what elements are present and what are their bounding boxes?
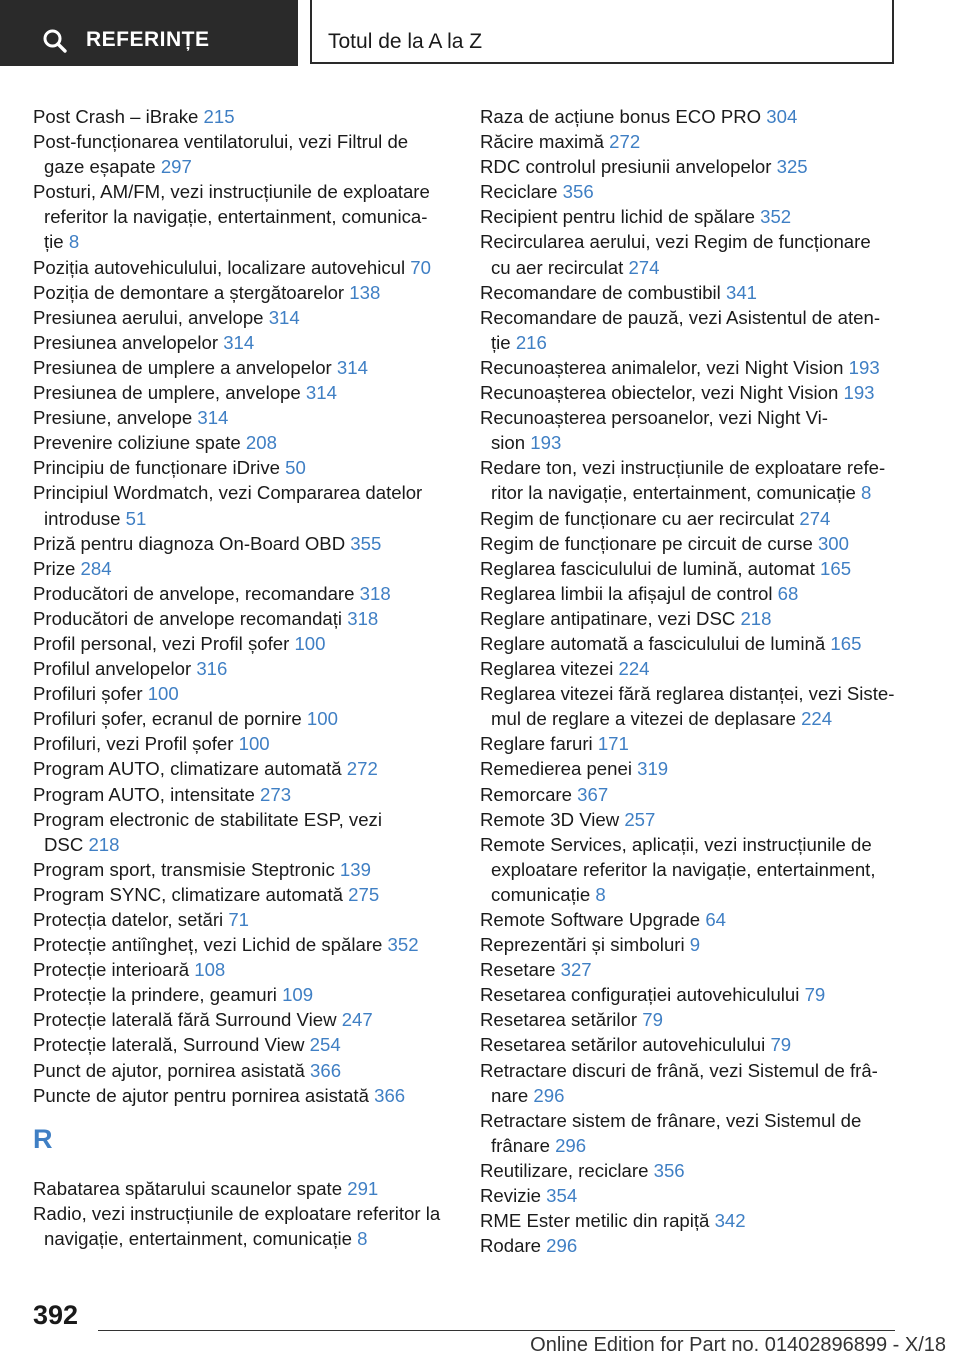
page-reference-link[interactable]: 314 (197, 407, 229, 429)
index-entry-text: Posturi, AM/FM, vezi instrucțiunile de exploatare (33, 181, 430, 203)
index-entry-text: frânare (491, 1134, 556, 1156)
page-reference-link[interactable]: 273 (260, 783, 292, 805)
index-entry[interactable] (33, 631, 453, 656)
index-entry-text: Reglarea vitezei (480, 658, 619, 680)
page-reference-link[interactable]: 108 (194, 959, 226, 981)
page-reference-link[interactable]: 9 (689, 934, 701, 956)
index-entry-text: Poziția de demontare a ștergătoarelor (33, 281, 350, 303)
page-reference-link[interactable]: 254 (309, 1034, 341, 1056)
index-entry[interactable] (33, 581, 453, 606)
index-entry-text: Reciclare (480, 181, 563, 203)
index-entry-text: Remote 3D View (480, 808, 625, 830)
index-entry-text: Recomandare de combustibil (480, 281, 726, 303)
index-entry-text: Program AUTO, intensitate (33, 783, 261, 805)
page-reference-link[interactable]: 171 (597, 733, 629, 755)
page-reference-link[interactable]: 296 (555, 1134, 587, 1156)
page-reference-link[interactable]: 218 (740, 607, 772, 629)
index-entry-text: ție (491, 331, 516, 353)
index-entry[interactable] (480, 756, 900, 781)
search-icon (42, 28, 68, 54)
page-reference-link[interactable]: 314 (223, 331, 255, 353)
page-reference-link[interactable]: 100 (294, 632, 326, 654)
page-reference-link[interactable]: 224 (618, 658, 650, 680)
page-reference-link[interactable]: 318 (347, 607, 379, 629)
index-entry-text: Reutilizare, reciclare (480, 1159, 654, 1181)
index-entry[interactable] (480, 1007, 900, 1032)
index-entry[interactable] (33, 1083, 453, 1108)
index-entry[interactable] (480, 531, 900, 556)
index-entry-text: ție (44, 231, 69, 253)
page-reference-link[interactable]: 193 (530, 432, 562, 454)
page-reference-link[interactable]: 100 (306, 708, 338, 730)
index-entry-text: Presiunea de umplere, anvelope (33, 382, 306, 404)
index-entry[interactable] (480, 631, 900, 656)
tab-index-label: Totul de la A la Z (328, 30, 483, 53)
page-reference-link[interactable]: 355 (350, 532, 382, 554)
index-entry[interactable] (480, 380, 900, 405)
tab-index-a-z[interactable] (310, 0, 894, 64)
index-entry[interactable] (480, 581, 900, 606)
index-entry[interactable] (480, 782, 900, 807)
index-entry[interactable] (33, 179, 453, 254)
index-entry-text: Radio, vezi instrucțiunile de exploatare referitor la (33, 1202, 441, 1224)
page-reference-link[interactable]: 224 (801, 708, 833, 730)
index-entry-text: Puncte de ajutor pentru pornirea asistată (33, 1084, 375, 1106)
index-entry[interactable] (33, 706, 453, 731)
index-entry-text: Reglarea limbii la afișajul de control (480, 582, 778, 604)
index-entry[interactable] (480, 907, 900, 932)
index-column-right (480, 104, 900, 1258)
page-reference-link[interactable]: 79 (642, 1009, 663, 1031)
page-reference-link[interactable]: 314 (268, 306, 300, 328)
index-entry-text: Program electronic de stabilitate ESP, vezi (33, 808, 382, 830)
page-reference-link[interactable]: 68 (777, 582, 799, 604)
page-reference-link[interactable]: 327 (560, 959, 592, 981)
index-entry[interactable] (33, 480, 453, 530)
index-entry-text: Producători de anvelope recomandați (33, 607, 348, 629)
index-entry[interactable] (33, 255, 453, 280)
page-reference-link[interactable]: 352 (760, 206, 792, 228)
index-entry-text: RDC controlul presiunii anvelopelor (480, 156, 777, 178)
index-entry[interactable] (33, 1201, 453, 1251)
index-entry-text: Protecția datelor, setări (33, 909, 229, 930)
index-entry[interactable] (480, 154, 900, 179)
page-reference-link[interactable]: 325 (776, 156, 808, 178)
index-entry-text: Recunoașterea animalelor, vezi Night Vision (480, 356, 849, 378)
index-entry[interactable] (33, 405, 453, 430)
index-entry-text: referitor la navigație, entertainment, comunica- (44, 206, 428, 228)
index-entry[interactable] (480, 179, 900, 204)
index-entry-text: Protecție laterală, Surround View (33, 1034, 310, 1056)
index-group-p (33, 104, 453, 1108)
index-entry[interactable] (480, 932, 900, 957)
index-entry-text: Program AUTO, climatizare automată (33, 758, 347, 780)
page-reference-link[interactable]: 208 (245, 432, 277, 454)
index-entry-text: mul de reglare a vitezei de deplasare (491, 708, 802, 730)
index-entry-text: Prize (33, 557, 81, 579)
index-entry[interactable] (480, 1183, 900, 1208)
page-reference-link[interactable]: 366 (374, 1084, 406, 1106)
index-entry[interactable] (480, 506, 900, 531)
index-entry[interactable] (33, 807, 453, 857)
index-entry-text: Recipient pentru lichid de spălare (480, 206, 761, 228)
index-entry[interactable] (33, 1058, 453, 1083)
index-entry-text: Rabatarea spătarului scaunelor spate (33, 1177, 348, 1199)
index-entry-text: Remote Services, aplicații, vezi instrucțiunile de (480, 833, 872, 855)
index-entry-text: Retractare sistem de frânare, vezi Sistemul de (480, 1109, 862, 1131)
index-entry-text: Profiluri șofer, ecranul de pornire (33, 708, 307, 730)
page-reference-link[interactable]: 284 (80, 557, 112, 579)
index-entry[interactable] (480, 1108, 900, 1158)
index-entry[interactable] (480, 229, 900, 279)
index-entry[interactable] (33, 957, 453, 982)
index-entry[interactable] (480, 982, 900, 1007)
index-entry-text: Reglare antipatinare, vezi DSC (480, 607, 741, 629)
index-entry-text: Revizie (480, 1185, 547, 1207)
index-entry[interactable] (33, 857, 453, 882)
page-reference-link[interactable]: 296 (546, 1235, 578, 1257)
index-entry-text: Profiluri șofer (33, 683, 148, 705)
index-entry-text: exploatare referitor la navigație, entertainment, (491, 858, 876, 880)
page-reference-link[interactable]: 216 (515, 331, 547, 353)
index-entry-text: Prevenire coliziune spate (33, 432, 246, 454)
page-reference-link[interactable]: 247 (341, 1009, 373, 1031)
section-letter: R (33, 1123, 53, 1154)
page-reference-link[interactable]: 257 (624, 808, 656, 830)
index-entry[interactable] (480, 681, 900, 731)
index-entry-text: Protecție la prindere, geamuri (33, 984, 283, 1006)
tab-references-label: REFERINȚE (86, 28, 210, 51)
page-reference-link[interactable]: 275 (348, 883, 380, 905)
index-entry-text: Resetarea setărilor autovehiculului (480, 1034, 771, 1056)
page-reference-link[interactable]: 341 (725, 281, 758, 303)
index-entry-text: gaze eșapate (44, 156, 161, 178)
page-header (0, 0, 960, 66)
footer-edition: Online Edition for Part no. 01402896899 - X/18 (530, 1334, 946, 1356)
index-entry[interactable] (480, 204, 900, 229)
index-entry-text: cu aer recirculat (491, 256, 629, 278)
index-entry[interactable] (480, 305, 900, 355)
index-entry-text: Post-funcționarea ventilatorului, vezi Filtrul de (33, 131, 409, 153)
index-entry-text: navigație, entertainment, comunicație (44, 1227, 358, 1249)
index-entry-text: comunicație (491, 883, 596, 905)
page-reference-link[interactable]: 215 (203, 106, 235, 127)
page-reference-link[interactable]: 50 (285, 457, 306, 479)
page-reference-link[interactable]: 316 (196, 658, 228, 680)
page-reference-link[interactable]: 314 (305, 382, 337, 404)
index-entry[interactable] (480, 656, 900, 681)
index-entry-text: Recunoașterea obiectelor, vezi Night Vision (480, 382, 844, 404)
index-entry-text: Remote Software Upgrade (480, 909, 706, 930)
tab-references[interactable] (0, 0, 298, 66)
page-reference-link[interactable]: 272 (346, 758, 378, 780)
page-reference-link[interactable]: 342 (714, 1210, 746, 1232)
index-entry-text: Rodare (480, 1235, 547, 1257)
index-entry[interactable] (480, 129, 900, 154)
index-entry[interactable] (33, 129, 453, 179)
index-entry-text: Punct de ajutor, pornirea asistată (33, 1059, 311, 1081)
page-reference-link[interactable]: 297 (160, 156, 192, 178)
page-number: 392 (33, 1300, 79, 1330)
page-reference-link[interactable]: 109 (282, 984, 314, 1006)
page-reference-link[interactable]: 366 (310, 1059, 342, 1081)
index-entry-text: Reglarea vitezei fără reglarea distanței, vezi Siste- (480, 683, 895, 705)
index-entry-text: Resetare (480, 959, 561, 981)
index-entry-text: Răcire maximă (480, 131, 610, 153)
index-entry[interactable] (33, 681, 453, 706)
index-entry-text: Reglarea fasciculului de lumină, automat (480, 557, 821, 579)
page-reference-link[interactable]: 100 (147, 683, 179, 705)
index-entry[interactable] (480, 1158, 900, 1183)
page-reference-link[interactable]: 193 (848, 356, 880, 378)
page-reference-link[interactable]: 356 (562, 181, 594, 203)
index-entry-text: Retractare discuri de frână, vezi Sistemul de frâ- (480, 1059, 878, 1081)
index-entry-text: Profiluri, vezi Profil șofer (33, 733, 239, 755)
index-entry-text: introduse (44, 507, 126, 529)
index-entry[interactable] (33, 455, 453, 480)
index-entry[interactable] (33, 606, 453, 631)
index-entry[interactable] (480, 1208, 900, 1233)
index-entry-text: Protecție laterală fără Surround View (33, 1009, 342, 1031)
index-entry-text: Recunoașterea persoanelor, vezi Night Vi- (480, 407, 828, 429)
index-entry-text: Presiunea de umplere a anvelopelor (33, 356, 337, 378)
index-entry[interactable] (480, 280, 900, 305)
index-entry[interactable] (33, 104, 453, 129)
index-entry[interactable] (33, 756, 453, 781)
page-reference-link[interactable]: 274 (628, 256, 660, 278)
index-entry-text: DSC (44, 833, 89, 855)
page-reference-link[interactable]: 218 (88, 833, 120, 855)
index-entry-text: Raza de acțiune bonus ECO PRO (480, 106, 767, 127)
index-entry-text: Recomandare de pauză, vezi Asistentul de aten- (480, 306, 881, 328)
index-entry-text: Reprezentări și simboluri (480, 934, 690, 956)
index-entry-text: ritor la navigație, entertainment, comunicație (491, 482, 861, 504)
page-reference-link[interactable]: 8 (68, 231, 80, 253)
index-entry-text: Producători de anvelope, recomandare (33, 582, 360, 604)
index-entry[interactable] (480, 807, 900, 832)
index-entry[interactable] (33, 330, 453, 355)
index-entry-text: Recircularea aerului, vezi Regim de funcționare (480, 231, 871, 253)
index-entry[interactable] (480, 957, 900, 982)
index-entry-text: Remorcare (480, 783, 578, 805)
index-entry-text: Profil personal, vezi Profil șofer (33, 632, 295, 654)
index-entry[interactable] (33, 305, 453, 330)
page-reference-link[interactable]: 300 (817, 532, 849, 554)
index-entry-text: Principiul Wordmatch, vezi Compararea datelor (33, 482, 423, 504)
page-reference-link[interactable]: 71 (228, 909, 250, 930)
page-reference-link[interactable]: 70 (410, 256, 431, 278)
page-reference-link[interactable]: 367 (577, 783, 609, 805)
index-entry[interactable] (480, 731, 900, 756)
index-column-left (33, 104, 453, 1251)
page-reference-link[interactable]: 8 (595, 883, 606, 905)
index-entry-text: Remedierea penei (480, 758, 638, 780)
index-entry[interactable] (480, 606, 900, 631)
index-entry-text: Regim de funcționare pe circuit de curse (480, 532, 818, 554)
index-entry[interactable] (33, 1007, 453, 1032)
index-entry[interactable] (33, 380, 453, 405)
index-entry[interactable] (33, 656, 453, 681)
page-reference-link[interactable]: 79 (770, 1034, 792, 1056)
page-reference-link[interactable]: 296 (533, 1084, 565, 1106)
page-reference-link[interactable]: 352 (387, 934, 419, 956)
index-entry[interactable] (33, 731, 453, 756)
index-entry-text: Principiu de funcționare iDrive (33, 457, 286, 479)
index-entry[interactable] (33, 1032, 453, 1057)
index-entry[interactable] (480, 1032, 900, 1057)
index-entry[interactable] (480, 832, 900, 907)
index-entry[interactable] (33, 556, 453, 581)
index-entry-text: Redare ton, vezi instrucțiunile de exploatare refe- (480, 457, 886, 479)
page-reference-link[interactable]: 272 (609, 131, 641, 153)
index-entry[interactable] (33, 782, 453, 807)
index-entry-text: Presiune, anvelope (33, 407, 198, 429)
page-reference-link[interactable]: 138 (349, 281, 381, 303)
index-entry-text: Program sport, transmisie Steptronic (33, 858, 340, 880)
page-reference-link[interactable]: 64 (705, 909, 726, 930)
page-reference-link[interactable]: 139 (339, 858, 371, 880)
page-reference-link[interactable]: 356 (653, 1159, 685, 1181)
index-entry-text: nare (491, 1084, 534, 1106)
index-entry-text: Resetarea configurației autovehiculului (480, 984, 805, 1006)
index-entry-text: Reglare faruri (480, 733, 598, 755)
index-entry-text: Poziția autovehiculului, localizare autovehicul (33, 256, 411, 278)
index-entry-text: Presiunea anvelopelor (33, 331, 224, 353)
index-entry[interactable] (480, 355, 900, 380)
index-entry[interactable] (33, 982, 453, 1007)
index-entry-text: RME Ester metilic din rapiță (480, 1210, 715, 1232)
page-reference-link[interactable]: 319 (637, 758, 669, 780)
page-reference-link[interactable]: 304 (766, 106, 798, 127)
index-group-r-left (33, 1176, 453, 1251)
index-entry-text: Protecție antiîngheț, vezi Lichid de spălare (33, 934, 388, 956)
index-entry-text: Reglare automată a fasciculului de lumină (480, 632, 831, 654)
index-entry-text: sion (491, 432, 531, 454)
page-reference-link[interactable]: 165 (820, 557, 852, 579)
index-entry[interactable] (480, 104, 900, 129)
page-reference-link[interactable]: 100 (238, 733, 270, 755)
index-entry-text: Priză pentru diagnoza On-Board OBD (33, 532, 351, 554)
index-entry[interactable] (33, 531, 453, 556)
page-reference-link[interactable]: 165 (830, 632, 862, 654)
page-reference-link[interactable]: 51 (125, 507, 147, 529)
page-reference-link[interactable]: 318 (359, 582, 391, 604)
index-entry[interactable] (33, 1176, 453, 1201)
page-reference-link[interactable]: 291 (347, 1177, 379, 1199)
index-entry-text: Presiunea aerului, anvelope (33, 306, 269, 328)
index-entry[interactable] (33, 355, 453, 380)
index-entry-text: Resetarea setărilor (480, 1009, 643, 1031)
index-entry[interactable] (480, 1233, 900, 1258)
page-reference-link[interactable]: 274 (799, 507, 831, 529)
index-entry[interactable] (33, 907, 453, 932)
index-entry[interactable] (33, 280, 453, 305)
index-entry-text: Post Crash – iBrake (33, 106, 204, 127)
index-entry[interactable] (480, 1058, 900, 1108)
index-entry[interactable] (33, 882, 453, 907)
page-reference-link[interactable]: 314 (336, 356, 368, 378)
index-entry[interactable] (33, 430, 453, 455)
index-entry-text: Regim de funcționare cu aer recirculat (480, 507, 800, 529)
index-entry-text: Protecție interioară (33, 959, 195, 981)
index-entry[interactable] (480, 556, 900, 581)
page-reference-link[interactable]: 193 (843, 382, 875, 404)
page-reference-link[interactable]: 8 (357, 1227, 368, 1249)
index-entry-text: Profilul anvelopelor (33, 658, 197, 680)
index-entry[interactable] (480, 405, 900, 455)
page-reference-link[interactable]: 354 (546, 1185, 578, 1207)
index-entry[interactable] (480, 455, 900, 505)
page-reference-link[interactable]: 79 (804, 984, 826, 1006)
page-reference-link[interactable]: 8 (861, 482, 872, 504)
footer-divider (98, 1330, 895, 1331)
index-entry[interactable] (33, 932, 453, 957)
index-entry-text: Program SYNC, climatizare automată (33, 883, 349, 905)
